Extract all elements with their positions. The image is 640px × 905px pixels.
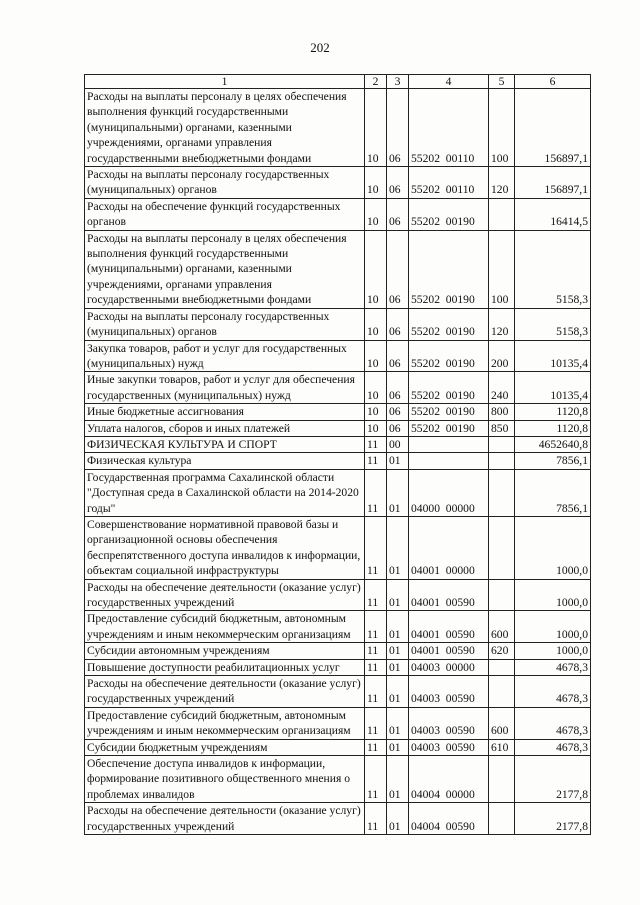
row-section: 10 xyxy=(365,372,387,404)
table-row xyxy=(85,516,591,579)
row-subsection: 01 xyxy=(387,611,409,643)
row-subsection: 01 xyxy=(387,659,409,675)
row-target-article: 55202 00190 xyxy=(409,308,489,340)
row-subsection: 01 xyxy=(387,739,409,755)
table-row xyxy=(85,198,591,230)
row-subsection: 01 xyxy=(387,756,409,803)
row-name: Расходы на обеспечение деятельности (оказание услуг) государственных учреждений xyxy=(85,676,365,708)
row-target-article: 04003 00590 xyxy=(409,676,489,708)
row-section: 11 xyxy=(365,803,387,835)
row-expense-type xyxy=(489,803,515,835)
table-row xyxy=(85,469,591,516)
table-row xyxy=(85,643,591,659)
row-subsection: 06 xyxy=(387,404,409,420)
row-sum: 4652640,8 xyxy=(515,436,591,452)
table-row xyxy=(85,756,591,803)
row-subsection: 06 xyxy=(387,198,409,230)
table-row xyxy=(85,167,591,199)
row-expense-type xyxy=(489,516,515,579)
row-sum: 156897,1 xyxy=(515,167,591,199)
row-name: Физическая культура xyxy=(85,453,365,469)
column-header: 1 xyxy=(85,75,365,89)
row-sum: 10135,4 xyxy=(515,372,591,404)
row-expense-type: 850 xyxy=(489,420,515,436)
row-subsection: 01 xyxy=(387,453,409,469)
row-subsection: 01 xyxy=(387,707,409,739)
row-section: 10 xyxy=(365,404,387,420)
row-section: 10 xyxy=(365,167,387,199)
row-expense-type: 100 xyxy=(489,230,515,308)
row-section: 10 xyxy=(365,308,387,340)
table-row xyxy=(85,230,591,308)
row-sum: 16414,5 xyxy=(515,198,591,230)
row-section: 10 xyxy=(365,340,387,372)
row-sum: 4678,3 xyxy=(515,676,591,708)
row-subsection: 06 xyxy=(387,372,409,404)
table-body xyxy=(85,89,591,835)
row-name: Субсидии автономным учреждениям xyxy=(85,643,365,659)
row-sum: 4678,3 xyxy=(515,659,591,675)
row-subsection: 01 xyxy=(387,643,409,659)
row-expense-type xyxy=(489,198,515,230)
row-name: Расходы на обеспечение функций государственных органов xyxy=(85,198,365,230)
row-section: 11 xyxy=(365,611,387,643)
row-subsection: 01 xyxy=(387,803,409,835)
table-row xyxy=(85,803,591,835)
row-target-article: 04001 00590 xyxy=(409,579,489,611)
row-name: Повышение доступности реабилитационных услуг xyxy=(85,659,365,675)
row-expense-type: 200 xyxy=(489,340,515,372)
row-name: Расходы на выплаты персоналу государственных (муниципальных) органов xyxy=(85,308,365,340)
row-section: 11 xyxy=(365,707,387,739)
row-sum: 5158,3 xyxy=(515,230,591,308)
row-section: 11 xyxy=(365,643,387,659)
budget-table xyxy=(84,74,591,835)
column-header: 2 xyxy=(365,75,387,89)
row-target-article: 55202 00110 xyxy=(409,167,489,199)
row-expense-type xyxy=(489,453,515,469)
row-name: Расходы на обеспечение деятельности (оказание услуг) государственных учреждений xyxy=(85,803,365,835)
row-section: 11 xyxy=(365,676,387,708)
row-section: 11 xyxy=(365,659,387,675)
row-subsection: 06 xyxy=(387,420,409,436)
row-name: Обеспечение доступа инвалидов к информации, формирование позитивного общественного мнения о проблемах инвалидов xyxy=(85,756,365,803)
row-target-article: 04004 00000 xyxy=(409,756,489,803)
row-expense-type: 240 xyxy=(489,372,515,404)
row-section: 11 xyxy=(365,579,387,611)
row-section: 10 xyxy=(365,230,387,308)
row-sum: 1000,0 xyxy=(515,611,591,643)
row-target-article: 04003 00590 xyxy=(409,739,489,755)
table-row xyxy=(85,372,591,404)
row-expense-type xyxy=(489,436,515,452)
row-name: Расходы на выплаты персоналу в целях обеспечения выполнения функций государственными (муниципальными) органами, казенными учреждениями, органами управления государственными внебюджетными фондами xyxy=(85,89,365,167)
row-sum: 1120,8 xyxy=(515,404,591,420)
row-sum: 2177,8 xyxy=(515,756,591,803)
table-row xyxy=(85,707,591,739)
row-expense-type: 620 xyxy=(489,643,515,659)
row-target-article: 55202 00190 xyxy=(409,420,489,436)
row-target-article xyxy=(409,436,489,452)
row-sum: 4678,3 xyxy=(515,739,591,755)
row-section: 11 xyxy=(365,739,387,755)
row-section: 11 xyxy=(365,453,387,469)
row-sum: 1000,0 xyxy=(515,516,591,579)
row-sum: 5158,3 xyxy=(515,308,591,340)
row-section: 11 xyxy=(365,469,387,516)
row-subsection: 01 xyxy=(387,469,409,516)
row-expense-type xyxy=(489,659,515,675)
row-subsection: 01 xyxy=(387,579,409,611)
row-name: Предоставление субсидий бюджетным, автономным учреждениям и иным некоммерческим организациям xyxy=(85,611,365,643)
column-header: 3 xyxy=(387,75,409,89)
row-expense-type xyxy=(489,756,515,803)
table-row xyxy=(85,420,591,436)
row-target-article: 55202 00190 xyxy=(409,340,489,372)
table-row xyxy=(85,659,591,675)
table-row xyxy=(85,611,591,643)
row-subsection: 06 xyxy=(387,340,409,372)
row-target-article: 04001 00590 xyxy=(409,643,489,659)
row-target-article: 04003 00590 xyxy=(409,707,489,739)
row-sum: 10135,4 xyxy=(515,340,591,372)
row-sum: 1120,8 xyxy=(515,420,591,436)
row-section: 11 xyxy=(365,436,387,452)
row-target-article: 04001 00000 xyxy=(409,516,489,579)
row-expense-type: 120 xyxy=(489,167,515,199)
row-expense-type xyxy=(489,469,515,516)
row-subsection: 06 xyxy=(387,230,409,308)
row-sum: 4678,3 xyxy=(515,707,591,739)
row-target-article: 55202 00190 xyxy=(409,230,489,308)
row-expense-type: 610 xyxy=(489,739,515,755)
row-expense-type xyxy=(489,579,515,611)
row-name: ФИЗИЧЕСКАЯ КУЛЬТУРА И СПОРТ xyxy=(85,436,365,452)
table-row xyxy=(85,308,591,340)
table-row xyxy=(85,579,591,611)
row-target-article xyxy=(409,453,489,469)
page-number: 202 xyxy=(310,40,330,55)
table-row xyxy=(85,436,591,452)
row-expense-type xyxy=(489,676,515,708)
row-subsection: 01 xyxy=(387,516,409,579)
table-row xyxy=(85,453,591,469)
row-target-article: 04003 00000 xyxy=(409,659,489,675)
row-target-article: 55202 00190 xyxy=(409,372,489,404)
table-row xyxy=(85,676,591,708)
row-sum: 156897,1 xyxy=(515,89,591,167)
row-section: 11 xyxy=(365,516,387,579)
row-target-article: 04001 00590 xyxy=(409,611,489,643)
row-expense-type: 100 xyxy=(489,89,515,167)
row-expense-type: 600 xyxy=(489,611,515,643)
table-row xyxy=(85,739,591,755)
row-name: Иные закупки товаров, работ и услуг для обеспечения государственных (муниципальных) нужд xyxy=(85,372,365,404)
table-row xyxy=(85,89,591,167)
row-subsection: 06 xyxy=(387,308,409,340)
row-target-article: 04000 00000 xyxy=(409,469,489,516)
row-subsection: 06 xyxy=(387,167,409,199)
row-name: Иные бюджетные ассигнования xyxy=(85,404,365,420)
row-target-article: 55202 00190 xyxy=(409,404,489,420)
row-section: 10 xyxy=(365,198,387,230)
row-name: Расходы на выплаты персоналу государственных (муниципальных) органов xyxy=(85,167,365,199)
row-expense-type: 600 xyxy=(489,707,515,739)
column-header: 5 xyxy=(489,75,515,89)
row-sum: 7856,1 xyxy=(515,469,591,516)
row-section: 11 xyxy=(365,756,387,803)
table-row xyxy=(85,404,591,420)
row-name: Закупка товаров, работ и услуг для государственных (муниципальных) нужд xyxy=(85,340,365,372)
row-target-article: 55202 00110 xyxy=(409,89,489,167)
row-name: Государственная программа Сахалинской области "Доступная среда в Сахалинской области на 2014-2020 годы" xyxy=(85,469,365,516)
row-expense-type: 800 xyxy=(489,404,515,420)
row-sum: 1000,0 xyxy=(515,643,591,659)
column-header: 4 xyxy=(409,75,489,89)
row-subsection: 06 xyxy=(387,89,409,167)
column-header: 6 xyxy=(515,75,591,89)
row-name: Расходы на выплаты персоналу в целях обеспечения выполнения функций государственными (муниципальными) органами, казенными учреждениями, органами управления государственными внебюджетными фондами xyxy=(85,230,365,308)
row-sum: 2177,8 xyxy=(515,803,591,835)
header-row xyxy=(85,75,591,89)
row-section: 10 xyxy=(365,89,387,167)
row-target-article: 04004 00590 xyxy=(409,803,489,835)
row-name: Совершенствование нормативной правовой базы и организационной основы обеспечения беспрепятственного доступа инвалидов к информации, объектам социальной инфраструктуры xyxy=(85,516,365,579)
row-expense-type: 120 xyxy=(489,308,515,340)
row-name: Субсидии бюджетным учреждениям xyxy=(85,739,365,755)
row-sum: 7856,1 xyxy=(515,453,591,469)
row-subsection: 00 xyxy=(387,436,409,452)
row-subsection: 01 xyxy=(387,676,409,708)
row-name: Уплата налогов, сборов и иных платежей xyxy=(85,420,365,436)
table-row xyxy=(85,340,591,372)
row-sum: 1000,0 xyxy=(515,579,591,611)
row-name: Предоставление субсидий бюджетным, автономным учреждениям и иным некоммерческим организациям xyxy=(85,707,365,739)
row-name: Расходы на обеспечение деятельности (оказание услуг) государственных учреждений xyxy=(85,579,365,611)
row-target-article: 55202 00190 xyxy=(409,198,489,230)
row-section: 10 xyxy=(365,420,387,436)
